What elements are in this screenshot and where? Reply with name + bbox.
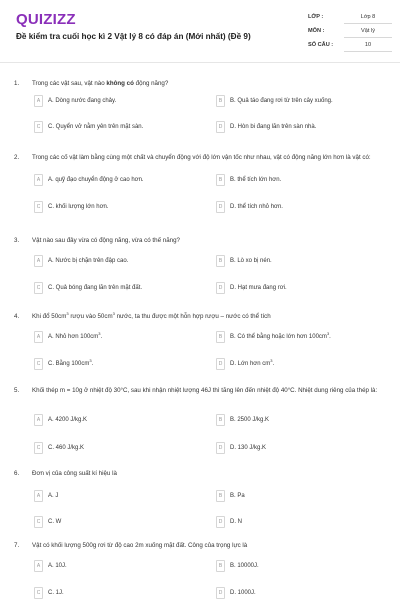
option-d[interactable] bbox=[216, 586, 256, 600]
option-b[interactable] bbox=[216, 94, 333, 108]
option-b[interactable] bbox=[216, 173, 281, 187]
question-number: 6. bbox=[14, 470, 20, 477]
option-text: A. J bbox=[48, 493, 59, 499]
meta-value: Lớp 8 bbox=[344, 11, 392, 24]
option-text: D. 130 J/kg.K bbox=[230, 445, 267, 451]
option-text-part: D. Lớn hơn cm bbox=[230, 361, 271, 367]
option-text: A. quỹ đạo chuyển động ở cao hơn. bbox=[48, 177, 144, 183]
question-text: Vật nào sau đây vừa có động năng, vừa có thế năng? bbox=[32, 237, 180, 244]
option-letter-box: A bbox=[34, 414, 43, 426]
option-letter-box: A bbox=[34, 174, 43, 186]
option-text: D. Hòn bi đang lăn trên sàn nhà. bbox=[230, 124, 317, 130]
option-letter-box: B bbox=[216, 331, 225, 343]
question-number: 5. bbox=[14, 387, 20, 394]
option-letter-box: D bbox=[216, 121, 225, 133]
option-letter-box: B bbox=[216, 414, 225, 426]
option-c[interactable] bbox=[34, 515, 61, 529]
question-number: 2. bbox=[14, 154, 20, 161]
option-d[interactable] bbox=[216, 120, 316, 134]
option-c[interactable] bbox=[34, 357, 93, 371]
option-letter-box: B bbox=[216, 255, 225, 267]
option-text: C. Quyển vở nằm yên trên mặt sàn. bbox=[48, 124, 144, 130]
superscript: 3 bbox=[112, 310, 115, 316]
superscript: 3 bbox=[89, 358, 92, 363]
option-letter-box: B bbox=[216, 490, 225, 502]
question-text-part: nước, ta thu được một hỗn hợp rượu – nước có thể tích bbox=[114, 313, 271, 320]
option-letter-box: D bbox=[216, 587, 225, 599]
worksheet-header bbox=[0, 0, 400, 63]
option-letter-box: C bbox=[34, 121, 43, 133]
option-letter-box: A bbox=[34, 560, 43, 572]
option-text: A. Nước bị chặn trên đập cao. bbox=[48, 258, 129, 264]
question-text-part: động năng? bbox=[133, 80, 169, 87]
option-text: D. thể tích nhỏ hơn. bbox=[230, 204, 283, 210]
option-letter-box: C bbox=[34, 282, 43, 294]
superscript: 3 bbox=[66, 310, 69, 316]
quizizz-logo: QUIZIZZ bbox=[16, 11, 76, 28]
question-text bbox=[32, 310, 388, 321]
meta-value: 10 bbox=[344, 39, 392, 52]
meta-label: SỐ CÂU : bbox=[308, 42, 334, 48]
option-text bbox=[230, 358, 275, 367]
option-letter-box: B bbox=[216, 95, 225, 107]
option-text-part: . bbox=[100, 334, 103, 340]
option-letter-box: C bbox=[34, 587, 43, 599]
option-d[interactable] bbox=[216, 441, 266, 455]
question-text-part: Khi đổ 50cm bbox=[32, 313, 67, 320]
option-text: A. Dòng nước đang chảy. bbox=[48, 98, 117, 104]
option-d[interactable] bbox=[216, 357, 274, 371]
option-b[interactable] bbox=[216, 330, 331, 344]
option-text-part: . bbox=[272, 361, 275, 367]
option-b[interactable] bbox=[216, 489, 245, 503]
option-text: D. Hạt mưa đang rơi. bbox=[230, 285, 287, 291]
option-letter-box: C bbox=[34, 442, 43, 454]
option-text: B. thể tích lớn hơn. bbox=[230, 177, 282, 183]
option-letter-box: D bbox=[216, 516, 225, 528]
option-c[interactable] bbox=[34, 441, 84, 455]
option-text: B. Lò xo bị nén. bbox=[230, 258, 272, 264]
option-a[interactable] bbox=[34, 173, 144, 187]
option-c[interactable] bbox=[34, 120, 143, 134]
option-a[interactable] bbox=[34, 559, 67, 573]
question-text-part: rượu vào 50cm bbox=[68, 313, 113, 320]
option-c[interactable] bbox=[34, 200, 109, 214]
option-text: B. Pa bbox=[230, 493, 245, 499]
meta-box bbox=[308, 10, 392, 52]
option-d[interactable] bbox=[216, 281, 287, 295]
option-text: C. Quả bóng đang lăn trên mặt đất. bbox=[48, 285, 143, 291]
option-letter-box: B bbox=[216, 174, 225, 186]
option-text: B. 10000J. bbox=[230, 563, 259, 569]
question-text: Đơn vị của công suất kí hiệu là bbox=[32, 470, 117, 477]
meta-row-class bbox=[308, 10, 392, 24]
option-a[interactable] bbox=[34, 413, 87, 427]
option-a[interactable] bbox=[34, 254, 128, 268]
option-b[interactable] bbox=[216, 559, 259, 573]
option-letter-box: D bbox=[216, 282, 225, 294]
option-letter-box: D bbox=[216, 442, 225, 454]
option-text: D. 1000J. bbox=[230, 590, 256, 596]
option-text-part: . bbox=[329, 334, 331, 340]
question-number: 3. bbox=[14, 237, 20, 244]
option-text: B. 2500 J/kg.K bbox=[230, 417, 270, 423]
option-letter-box: C bbox=[34, 201, 43, 213]
option-text-part: B. Có thể bằng hoặc lớn hơn 100cm bbox=[230, 334, 327, 340]
question-text: Trong các cố vật làm bằng cùng một chất và chuyển động với độ lớn vận tốc như nhau, vật có động năng lớn hơn là vật có: bbox=[32, 154, 371, 161]
option-text-part: C. Bằng 100cm bbox=[48, 361, 90, 367]
option-text-part: . bbox=[91, 361, 94, 367]
meta-row-count bbox=[308, 38, 392, 52]
option-letter-box: D bbox=[216, 201, 225, 213]
option-text: A. 10J. bbox=[48, 563, 67, 569]
option-text: A. 4200 J/kg.K bbox=[48, 417, 88, 423]
question-text bbox=[32, 80, 388, 88]
option-letter-box: D bbox=[216, 358, 225, 370]
option-text: C. 1J. bbox=[48, 590, 64, 596]
question-number: 4. bbox=[14, 313, 20, 320]
option-d[interactable] bbox=[216, 200, 283, 214]
meta-label: LỚP : bbox=[308, 14, 324, 20]
meta-row-subject bbox=[308, 24, 392, 38]
meta-value: Vật lý bbox=[344, 25, 392, 38]
option-letter-box: C bbox=[34, 358, 43, 370]
option-text: D. N bbox=[230, 519, 242, 525]
option-letter-box: B bbox=[216, 560, 225, 572]
question-text: Khối thép m = 10g ở nhiệt độ 30°C, sau khi nhận nhiệt lượng 46J thì tăng lên đến nhiệt độ 40°C. Nhiệt dung riêng của thép là: bbox=[32, 387, 378, 394]
option-a[interactable] bbox=[34, 94, 116, 108]
exam-title: Đề kiểm tra cuối học kì 2 Vật lý 8 có đáp án (Mới nhất) (Đề 9) bbox=[16, 32, 251, 41]
superscript: 3 bbox=[270, 358, 273, 363]
option-text bbox=[48, 358, 94, 367]
option-b[interactable] bbox=[216, 254, 272, 268]
superscript: 3 bbox=[98, 331, 101, 336]
question-number: 7. bbox=[14, 542, 20, 549]
question-text-part: Trong các vật sau, vật nào bbox=[32, 80, 107, 87]
option-text: C. W bbox=[48, 519, 62, 525]
option-letter-box: C bbox=[34, 516, 43, 528]
option-a[interactable] bbox=[34, 330, 102, 344]
option-letter-box: A bbox=[34, 331, 43, 343]
option-letter-box: A bbox=[34, 490, 43, 502]
option-c[interactable] bbox=[34, 586, 64, 600]
option-text bbox=[48, 331, 103, 340]
meta-label: MÔN : bbox=[308, 28, 325, 34]
superscript: 3 bbox=[326, 331, 330, 336]
question-text: Vật có khối lượng 500g rơi từ độ cao 2m xuống mặt đất. Công của trọng lực là bbox=[32, 542, 248, 549]
option-b[interactable] bbox=[216, 413, 269, 427]
option-d[interactable] bbox=[216, 515, 242, 529]
option-c[interactable] bbox=[34, 281, 142, 295]
option-letter-box: A bbox=[34, 255, 43, 267]
question-number: 1. bbox=[14, 80, 20, 87]
option-text: C. 460 J/kg.K bbox=[48, 445, 85, 451]
option-a[interactable] bbox=[34, 489, 58, 503]
option-text bbox=[230, 331, 331, 340]
option-text-part: A. Nhỏ hơn 100cm bbox=[48, 334, 99, 340]
option-letter-box: A bbox=[34, 95, 43, 107]
question-text-bold: không có bbox=[106, 80, 134, 87]
option-text: C. khối lượng lớn hơn. bbox=[48, 204, 109, 210]
option-text: B. Quả táo đang rơi từ trên cây xuống. bbox=[230, 98, 333, 104]
